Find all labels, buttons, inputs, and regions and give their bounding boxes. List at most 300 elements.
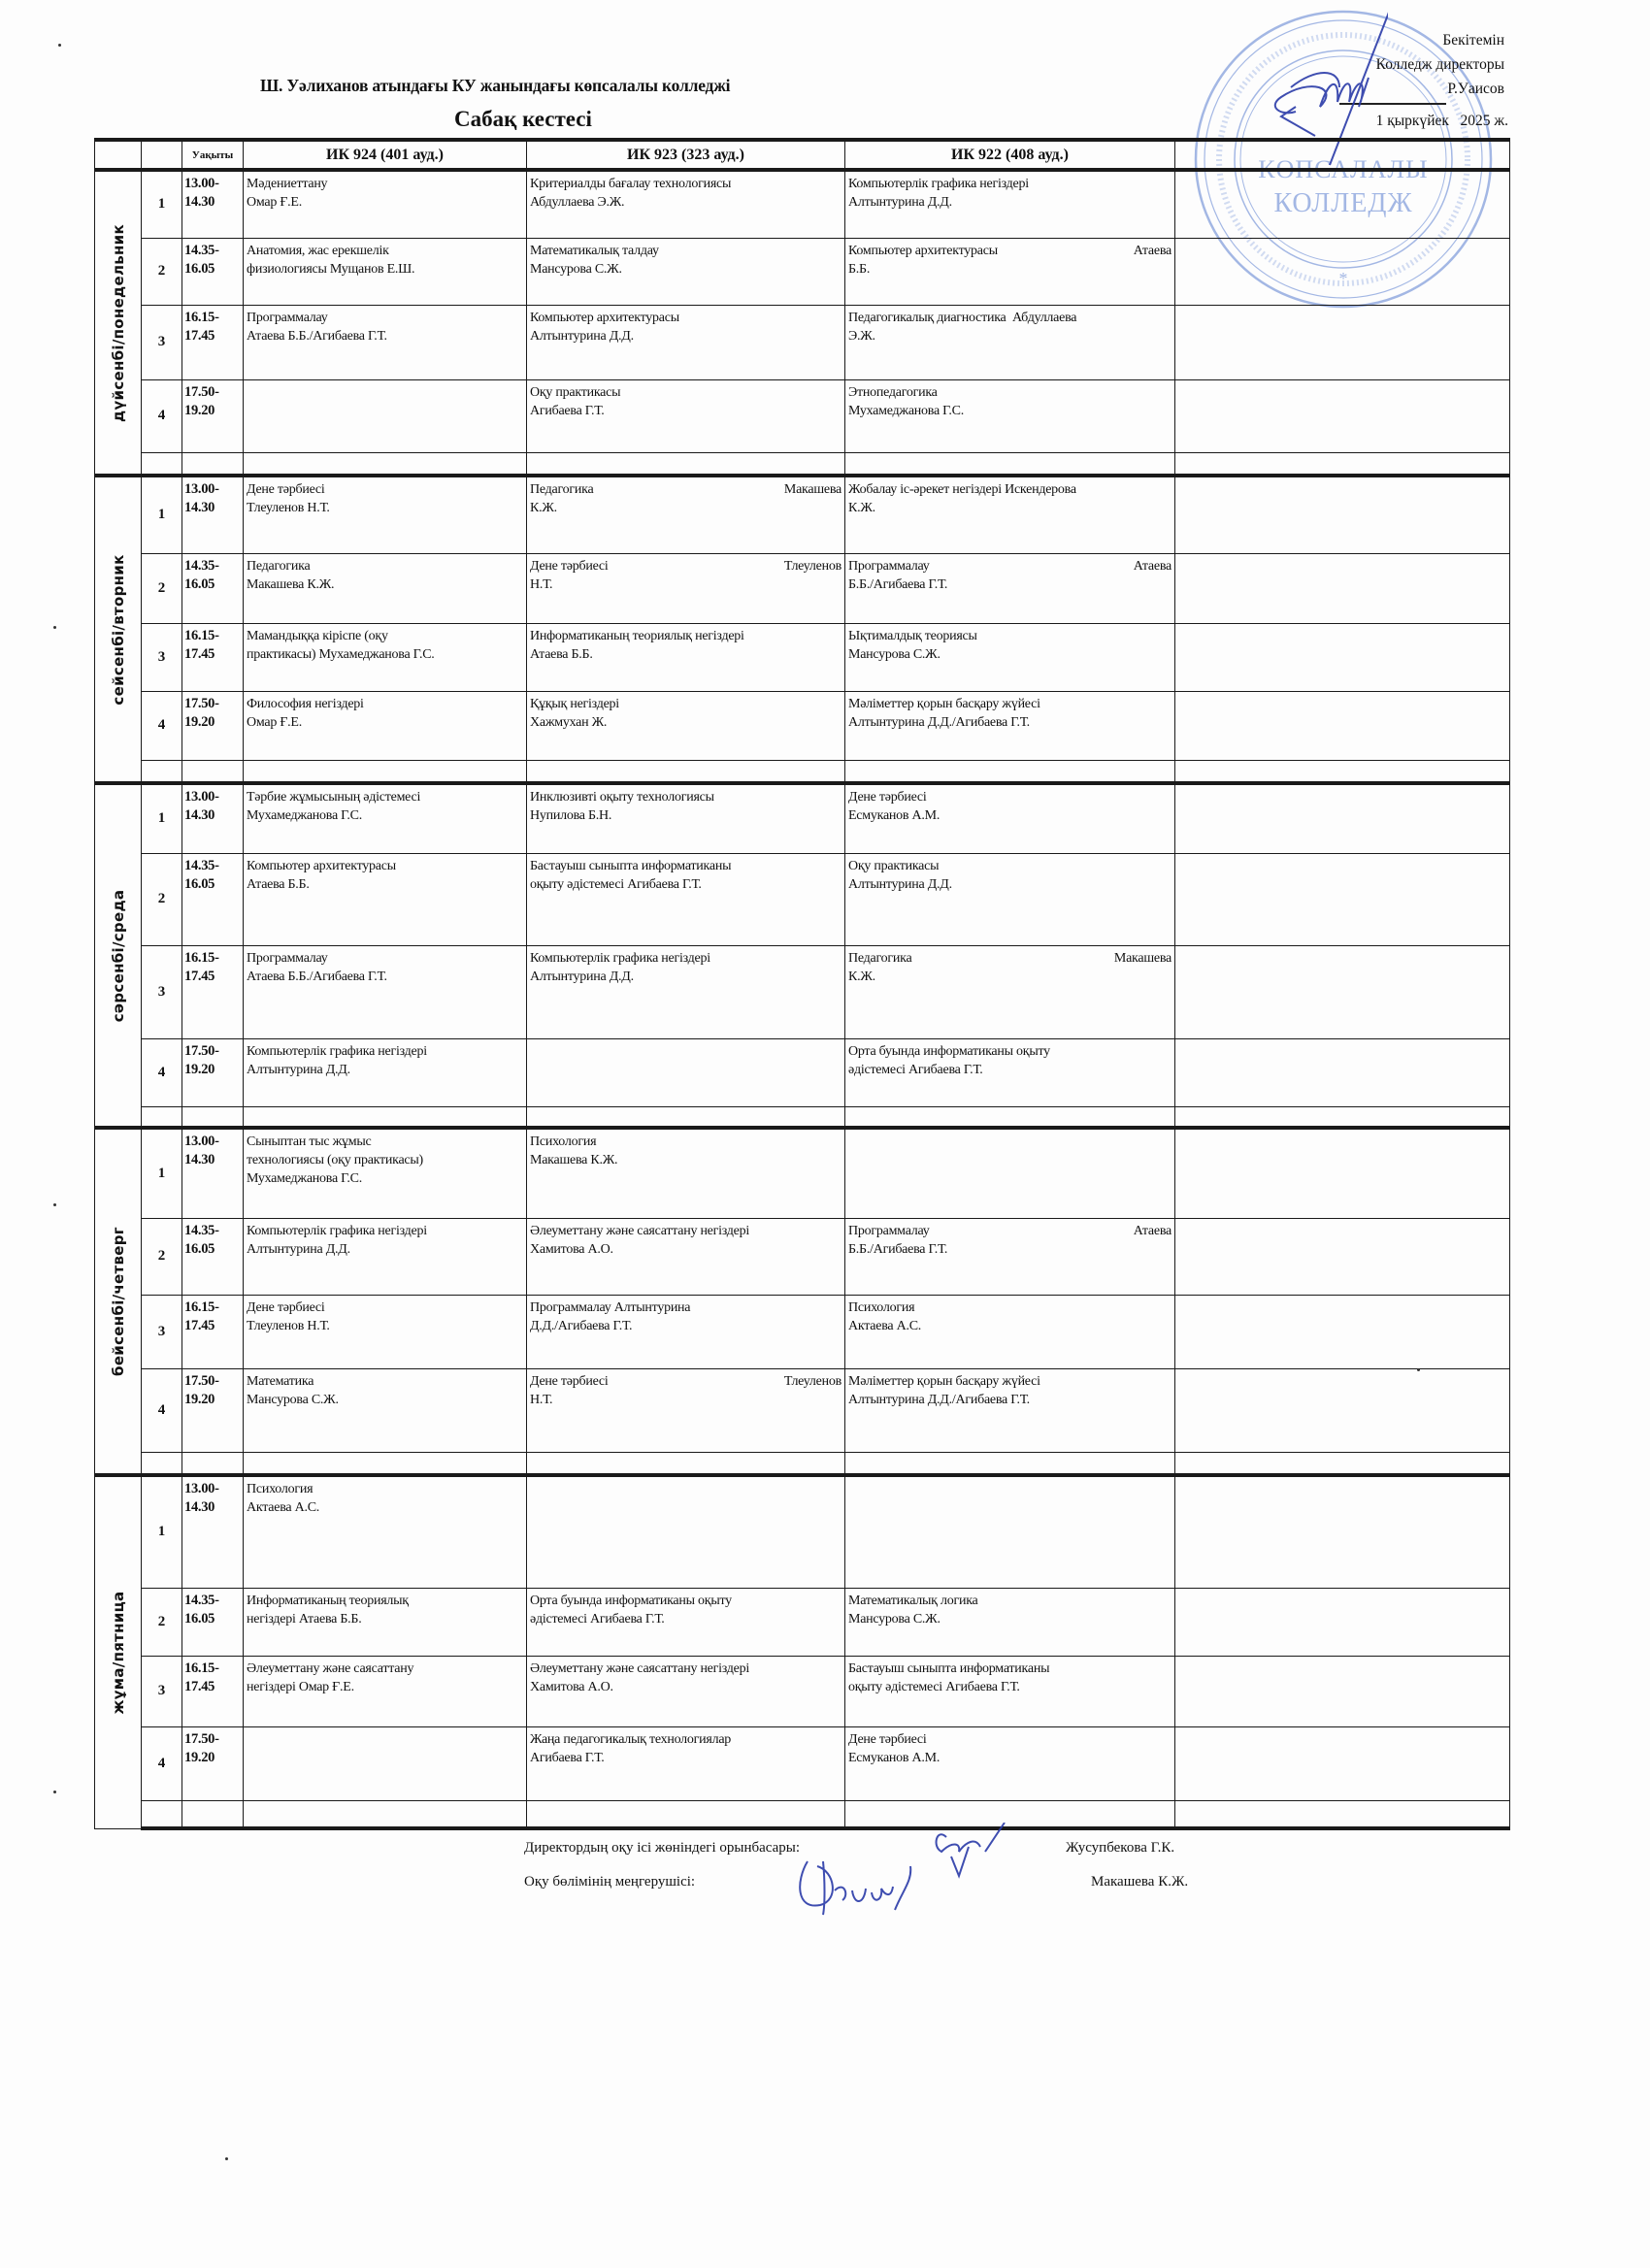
lesson-row (95, 476, 1510, 553)
lesson-number: 1 (142, 476, 182, 553)
lesson-time (182, 1588, 244, 1656)
lesson-row (95, 1656, 1510, 1726)
lesson-subject: Программалау (848, 558, 930, 574)
lesson-row (95, 1475, 1510, 1588)
lesson-subject: Компьютер архитектурасы (848, 243, 998, 258)
spacer-cell (182, 1452, 244, 1475)
lesson-line: К.Ж. (848, 969, 875, 984)
lesson-cell-extra (1175, 853, 1510, 945)
lesson-line: Бастауыш сыныпта информатиканы (848, 1660, 1050, 1676)
time-end: 17.45 (184, 1678, 215, 1694)
lesson-row (95, 238, 1510, 305)
lesson-cell-ik922 (845, 691, 1175, 760)
time-start: 13.00- (184, 1134, 219, 1149)
time-end: 17.45 (184, 645, 215, 662)
schedule-table (94, 138, 1510, 1830)
lesson-line: Мансурова С.Ж. (530, 261, 622, 277)
lesson-cell-ik924 (244, 1295, 527, 1368)
lesson-line: Құқық негіздері (530, 696, 619, 711)
lesson-line: физиологиясы Мущанов Е.Ш. (247, 261, 415, 277)
lesson-number: 3 (142, 945, 182, 1038)
lesson-time (182, 853, 244, 945)
lesson-cell-ik923 (527, 1656, 845, 1726)
spacer-cell (142, 1800, 182, 1828)
lesson-cell-ik923 (527, 1128, 845, 1218)
lesson-number: 2 (142, 1588, 182, 1656)
spacer-row (95, 1106, 1510, 1128)
lesson-number: 2 (142, 553, 182, 623)
lesson-line: Абдуллаева Э.Ж. (530, 195, 625, 210)
lesson-line: Мәліметтер қорын басқару жүйесі (848, 696, 1040, 711)
lesson-cell-extra (1175, 1218, 1510, 1295)
day-cell (95, 783, 142, 1128)
lesson-line-justified (848, 557, 1172, 575)
lesson-line: практикасы) Мухамеджанова Г.С. (247, 646, 435, 662)
lesson-number: 4 (142, 1368, 182, 1452)
lesson-cell-ik923 (527, 623, 845, 691)
lesson-cell-extra (1175, 945, 1510, 1038)
lesson-row (95, 691, 1510, 760)
lesson-cell-ik923 (527, 170, 845, 238)
lesson-cell-ik924 (244, 691, 527, 760)
spacer-cell (244, 760, 527, 783)
lesson-line: Мәдениеттану (247, 177, 328, 191)
lesson-cell-ik922 (845, 305, 1175, 379)
lesson-line: Әлеуметтану және саясаттану негіздері (530, 1223, 750, 1238)
lesson-line: Омар Ғ.Е. (247, 714, 302, 730)
lesson-line: Дене тәрбиесі (848, 1731, 927, 1747)
lesson-teacher: Тлеуленов (783, 558, 842, 574)
spacer-cell (1175, 1106, 1510, 1128)
lesson-line: Программалау Алтынтурина (530, 1299, 691, 1315)
lesson-row (95, 1128, 1510, 1218)
lesson-time (182, 945, 244, 1038)
lesson-subject: Педагогика (848, 950, 912, 966)
time-end: 14.30 (184, 1152, 215, 1167)
header-ik922: ИК 922 (408 ауд.) (845, 140, 1175, 170)
lesson-line: Алтынтурина Д.Д./Агибаева Г.Т. (848, 1392, 1030, 1407)
time-end: 19.20 (184, 1749, 215, 1765)
lesson-time (182, 553, 244, 623)
lesson-number: 4 (142, 379, 182, 452)
spacer-row (95, 1452, 1510, 1475)
lesson-line: Макашева К.Ж. (530, 1153, 618, 1167)
scan-speck (225, 2157, 228, 2160)
spacer-cell (845, 760, 1175, 783)
time-end: 19.20 (184, 1391, 215, 1407)
time-end: 19.20 (184, 1061, 215, 1077)
lesson-time (182, 476, 244, 553)
lesson-cell-ik922 (845, 1038, 1175, 1106)
lesson-cell-ik923 (527, 379, 845, 452)
time-end: 17.45 (184, 327, 215, 344)
spacer-cell (142, 760, 182, 783)
lesson-number: 3 (142, 305, 182, 379)
lesson-line: Тлеуленов Н.Т. (247, 1318, 330, 1333)
lesson-cell-ik924 (244, 1726, 527, 1800)
lesson-row (95, 553, 1510, 623)
lesson-cell-ik924 (244, 379, 527, 452)
lesson-number: 4 (142, 1038, 182, 1106)
lesson-time (182, 1475, 244, 1588)
lesson-teacher: Атаева (1133, 558, 1172, 574)
lesson-time (182, 1368, 244, 1452)
day-cell (95, 1475, 142, 1828)
lesson-cell-ik924 (244, 1368, 527, 1452)
lesson-cell-ik922 (845, 853, 1175, 945)
lesson-line: Математикалық талдау (530, 243, 659, 258)
lesson-subject: Программалау (848, 1223, 930, 1238)
time-end: 16.05 (184, 260, 215, 277)
lesson-cell-ik924 (244, 305, 527, 379)
scan-speck (53, 1791, 56, 1793)
lesson-row (95, 1726, 1510, 1800)
spacer-row (95, 452, 1510, 476)
time-start: 16.15- (184, 309, 219, 325)
lesson-time (182, 783, 244, 853)
lesson-line: Психология (247, 1482, 314, 1496)
lesson-row (95, 1038, 1510, 1106)
header-day (95, 140, 142, 170)
lesson-cell-ik923 (527, 1295, 845, 1368)
lesson-cell-ik922 (845, 170, 1175, 238)
spacer-cell (182, 1106, 244, 1128)
lesson-line: Компьютер архитектурасы (530, 310, 679, 325)
lesson-teacher: Атаева (1133, 1223, 1172, 1238)
lesson-cell-ik923 (527, 1218, 845, 1295)
lesson-line: Нупилова Б.Н. (530, 808, 612, 823)
lesson-line: әдістемесі Агибаева Г.Т. (530, 1611, 665, 1627)
lesson-number: 2 (142, 1218, 182, 1295)
lesson-cell-ik922 (845, 1726, 1175, 1800)
lesson-number: 2 (142, 853, 182, 945)
lesson-line: Мухамеджанова Г.С. (247, 1171, 363, 1186)
lesson-cell-ik923 (527, 305, 845, 379)
lesson-number: 1 (142, 1475, 182, 1588)
time-end: 19.20 (184, 402, 215, 418)
time-end: 14.30 (184, 194, 215, 210)
day-label: сәрсенбі/среда (109, 889, 127, 1022)
spacer-cell (1175, 1452, 1510, 1475)
lesson-number: 4 (142, 691, 182, 760)
approval-date-year: 2025 ж. (1460, 113, 1508, 129)
lesson-number: 1 (142, 170, 182, 238)
deputy-title: Директордың оқу ісі жөніндегі орынбасары: (524, 1840, 801, 1856)
lesson-line: Алтынтурина Д.Д. (530, 328, 634, 344)
lesson-line: Әлеуметтану және саясаттану (247, 1660, 414, 1676)
lesson-cell-ik923 (527, 553, 845, 623)
lesson-row (95, 170, 1510, 238)
lesson-cell-extra (1175, 238, 1510, 305)
lesson-line: Тәрбие жұмысының әдістемесі (247, 790, 421, 805)
lesson-line: Мухамеджанова Г.С. (247, 808, 363, 823)
lesson-line: Дене тәрбиесі (247, 1299, 325, 1315)
lesson-number: 2 (142, 238, 182, 305)
lesson-cell-extra (1175, 691, 1510, 760)
lesson-line: оқыту әдістемесі Агибаева Г.Т. (848, 1679, 1020, 1694)
time-end: 14.30 (184, 807, 215, 823)
lesson-line: Н.Т. (530, 1392, 553, 1407)
lesson-line: Әлеуметтану және саясаттану негіздері (530, 1660, 750, 1676)
spacer-cell (845, 452, 1175, 476)
lesson-row (95, 623, 1510, 691)
lesson-cell-ik922 (845, 1588, 1175, 1656)
lesson-cell-ik923 (527, 691, 845, 760)
lesson-line: Математикалық логика (848, 1593, 978, 1608)
lesson-line: Мансурова С.Ж. (848, 1611, 940, 1627)
lesson-cell-extra (1175, 1295, 1510, 1368)
lesson-line: Алтынтурина Д.Д. (530, 969, 634, 984)
day-cell (95, 170, 142, 476)
lesson-cell-extra (1175, 1726, 1510, 1800)
lesson-line: Актаева А.С. (848, 1318, 922, 1333)
header-ik923: ИК 923 (323 ауд.) (527, 140, 845, 170)
lesson-line: Б.Б./Агибаева Г.Т. (848, 1241, 948, 1257)
lesson-line: Критериалды бағалау технологиясы (530, 177, 732, 191)
lesson-line: Мәліметтер қорын басқару жүйесі (848, 1373, 1040, 1389)
lesson-teacher: Тлеуленов (783, 1373, 842, 1389)
time-start: 13.00- (184, 789, 219, 805)
time-start: 17.50- (184, 383, 219, 400)
lesson-cell-extra (1175, 1656, 1510, 1726)
day-label: дүйсенбі/понедельник (109, 223, 127, 422)
lesson-cell-extra (1175, 1368, 1510, 1452)
lesson-line: Информатиканың теориялық негіздері (530, 628, 744, 643)
header-time: Уақыты (182, 140, 244, 170)
lesson-cell-ik924 (244, 945, 527, 1038)
lesson-row (95, 853, 1510, 945)
approval-date-day: 1 қыркүйек (1375, 113, 1449, 129)
lesson-line: Алтынтурина Д.Д. (247, 1062, 350, 1077)
time-start: 17.50- (184, 695, 219, 711)
lesson-cell-ik924 (244, 170, 527, 238)
lesson-cell-ik922 (845, 1295, 1175, 1368)
lesson-line: Сыныптан тыс жұмыс (247, 1134, 372, 1149)
lesson-cell-ik922 (845, 623, 1175, 691)
lesson-time (182, 1038, 244, 1106)
lesson-cell-ik923 (527, 1588, 845, 1656)
lesson-cell-ik923 (527, 1038, 845, 1106)
lesson-time (182, 238, 244, 305)
lesson-cell-extra (1175, 1038, 1510, 1106)
lesson-cell-ik923 (527, 476, 845, 553)
svg-text:*: * (1338, 269, 1348, 288)
footer-signatures (796, 1823, 1048, 1920)
lesson-line: Орта буында информатиканы оқыту (530, 1593, 732, 1608)
lesson-time (182, 1656, 244, 1726)
lesson-line: әдістемесі Агибаева Г.Т. (848, 1062, 983, 1077)
lesson-cell-extra (1175, 1475, 1510, 1588)
spacer-cell (527, 452, 845, 476)
time-end: 16.05 (184, 1610, 215, 1627)
lesson-line: Алтынтурина Д.Д. (848, 195, 952, 210)
lesson-subject: Дене тәрбиесі (530, 1373, 609, 1389)
lesson-line: Компьютерлік графика негіздері (247, 1043, 427, 1059)
lesson-line: Д.Д./Агибаева Г.Т. (530, 1318, 633, 1333)
spacer-cell (244, 1800, 527, 1828)
approval-date (1376, 113, 1508, 130)
lesson-cell-extra (1175, 783, 1510, 853)
lesson-number: 3 (142, 1295, 182, 1368)
lesson-cell-extra (1175, 1128, 1510, 1218)
lesson-cell-ik923 (527, 853, 845, 945)
lesson-line: Этнопедагогика (848, 384, 938, 400)
lesson-line: технологиясы (оқу практикасы) (247, 1153, 423, 1167)
time-start: 14.35- (184, 1592, 219, 1608)
lesson-line: Мансурова С.Ж. (848, 646, 940, 662)
lesson-time (182, 170, 244, 238)
spacer-cell (182, 1800, 244, 1828)
scan-speck (1417, 1368, 1420, 1371)
lesson-time (182, 1128, 244, 1218)
time-end: 19.20 (184, 713, 215, 730)
header-extra (1175, 140, 1510, 170)
time-start: 17.50- (184, 1042, 219, 1059)
day-label: сейсенбі/вторник (109, 553, 127, 706)
lesson-cell-ik922 (845, 783, 1175, 853)
lesson-line: Программалау (247, 310, 328, 325)
spacer-cell (142, 452, 182, 476)
lesson-line: Агибаева Г.Т. (530, 1750, 605, 1765)
lesson-line: Омар Ғ.Е. (247, 195, 302, 210)
spacer-cell (244, 1106, 527, 1128)
lesson-cell-ik924 (244, 553, 527, 623)
lesson-line: Атаева Б.Б. (530, 646, 593, 662)
lesson-cell-ik922 (845, 1475, 1175, 1588)
lesson-time (182, 1726, 244, 1800)
lesson-line-justified (848, 242, 1172, 260)
lesson-cell-ik922 (845, 476, 1175, 553)
lesson-teacher: Макашева (783, 482, 842, 497)
lesson-line: Ықтималдық теориясы (848, 628, 977, 643)
lesson-line: Бастауыш сыныпта информатиканы (530, 858, 732, 873)
lesson-line: Атаева Б.Б./Агибаева Г.Т. (247, 328, 387, 344)
lesson-line: Алтынтурина Д.Д./Агибаева Г.Т. (848, 714, 1030, 730)
svg-text:КӨПСАЛАЛЫ: КӨПСАЛАЛЫ (1258, 155, 1429, 183)
lesson-row (95, 1588, 1510, 1656)
lesson-line: оқыту әдістемесі Агибаева Г.Т. (530, 876, 702, 892)
spacer-cell (182, 452, 244, 476)
lesson-line: Б.Б. (848, 261, 871, 277)
spacer-cell (244, 452, 527, 476)
lesson-cell-ik924 (244, 853, 527, 945)
spacer-cell (527, 760, 845, 783)
time-start: 13.00- (184, 176, 219, 191)
approval-line-director: Колледж директоры (1375, 56, 1504, 73)
spacer-cell (142, 1106, 182, 1128)
scan-speck (53, 1203, 56, 1206)
day-label: бейсенбі/четверг (109, 1227, 127, 1376)
lesson-cell-ik924 (244, 476, 527, 553)
lesson-line: Мухамеджанова Г.С. (848, 403, 965, 418)
lesson-line: Макашева К.Ж. (247, 576, 335, 592)
time-start: 16.15- (184, 949, 219, 966)
time-start: 13.00- (184, 481, 219, 497)
day-label: жұма/пятница (109, 1591, 127, 1715)
schedule-title: Сабақ кестесі (454, 107, 592, 131)
lesson-cell-ik924 (244, 1475, 527, 1588)
lesson-cell-ik922 (845, 1128, 1175, 1218)
lesson-cell-ik924 (244, 623, 527, 691)
time-end: 16.05 (184, 1240, 215, 1257)
lesson-cell-ik922 (845, 379, 1175, 452)
lesson-line: Психология (848, 1299, 915, 1315)
institution-title: Ш. Уәлиханов атындағы КУ жанындағы көпсалалы колледжі (260, 76, 731, 95)
spacer-cell (845, 1106, 1175, 1128)
time-start: 14.35- (184, 242, 219, 258)
lesson-row (95, 1368, 1510, 1452)
scan-speck (58, 44, 61, 47)
lesson-line: Агибаева Г.Т. (530, 403, 605, 418)
time-start: 17.50- (184, 1730, 219, 1747)
lesson-line: Есмуканов А.М. (848, 1750, 940, 1765)
scan-speck (53, 626, 56, 629)
lesson-line: негіздері Омар Ғ.Е. (247, 1679, 354, 1694)
lesson-number: 3 (142, 623, 182, 691)
time-end: 17.45 (184, 968, 215, 984)
lesson-line: негіздері Атаева Б.Б. (247, 1611, 362, 1627)
lesson-line: Актаева А.С. (247, 1500, 320, 1515)
head-name: Макашева К.Ж. (1091, 1874, 1189, 1890)
lesson-line: Анатомия, жас ерекшелік (247, 243, 389, 258)
lesson-time (182, 379, 244, 452)
lesson-cell-ik923 (527, 1368, 845, 1452)
lesson-cell-ik923 (527, 1726, 845, 1800)
lesson-line: Педагогика (247, 558, 311, 574)
lesson-line: Мансурова С.Ж. (247, 1392, 339, 1407)
lesson-line: Есмуканов А.М. (848, 808, 940, 823)
lesson-cell-ik923 (527, 783, 845, 853)
time-start: 17.50- (184, 1372, 219, 1389)
lesson-line: Хажмухан Ж. (530, 714, 608, 730)
lesson-cell-ik923 (527, 945, 845, 1038)
spacer-cell (244, 1452, 527, 1475)
lesson-cell-extra (1175, 476, 1510, 553)
lesson-time (182, 1218, 244, 1295)
lesson-line: Алтынтурина Д.Д. (247, 1241, 350, 1257)
spacer-cell (1175, 452, 1510, 476)
lesson-number: 1 (142, 1128, 182, 1218)
lesson-cell-ik923 (527, 1475, 845, 1588)
lesson-line: Н.Т. (530, 576, 553, 592)
lesson-row (95, 945, 1510, 1038)
time-start: 14.35- (184, 557, 219, 574)
lesson-time (182, 1295, 244, 1368)
approval-line-name: Р.Уаисов (1447, 81, 1504, 97)
lesson-line: Компьютерлік графика негіздері (530, 950, 710, 966)
lesson-teacher: Макашева (1113, 950, 1172, 966)
spacer-cell (527, 1452, 845, 1475)
lesson-cell-ik924 (244, 1588, 527, 1656)
lesson-time (182, 623, 244, 691)
lesson-number: 3 (142, 1656, 182, 1726)
lesson-cell-ik923 (527, 238, 845, 305)
lesson-cell-ik922 (845, 553, 1175, 623)
lesson-line: Жаңа педагогикалық технологиялар (530, 1731, 732, 1747)
lesson-line-justified (530, 1372, 842, 1391)
lesson-teacher: Атаева (1133, 243, 1172, 258)
spacer-cell (527, 1106, 845, 1128)
lesson-line: Компьютерлік графика негіздері (848, 177, 1029, 191)
lesson-time (182, 305, 244, 379)
lesson-line: Математика (247, 1373, 314, 1389)
lesson-cell-ik924 (244, 1218, 527, 1295)
time-start: 16.15- (184, 627, 219, 643)
lesson-cell-ik922 (845, 238, 1175, 305)
lesson-line: Дене тәрбиесі (247, 482, 325, 497)
lesson-cell-ik924 (244, 1656, 527, 1726)
lesson-cell-ik924 (244, 783, 527, 853)
